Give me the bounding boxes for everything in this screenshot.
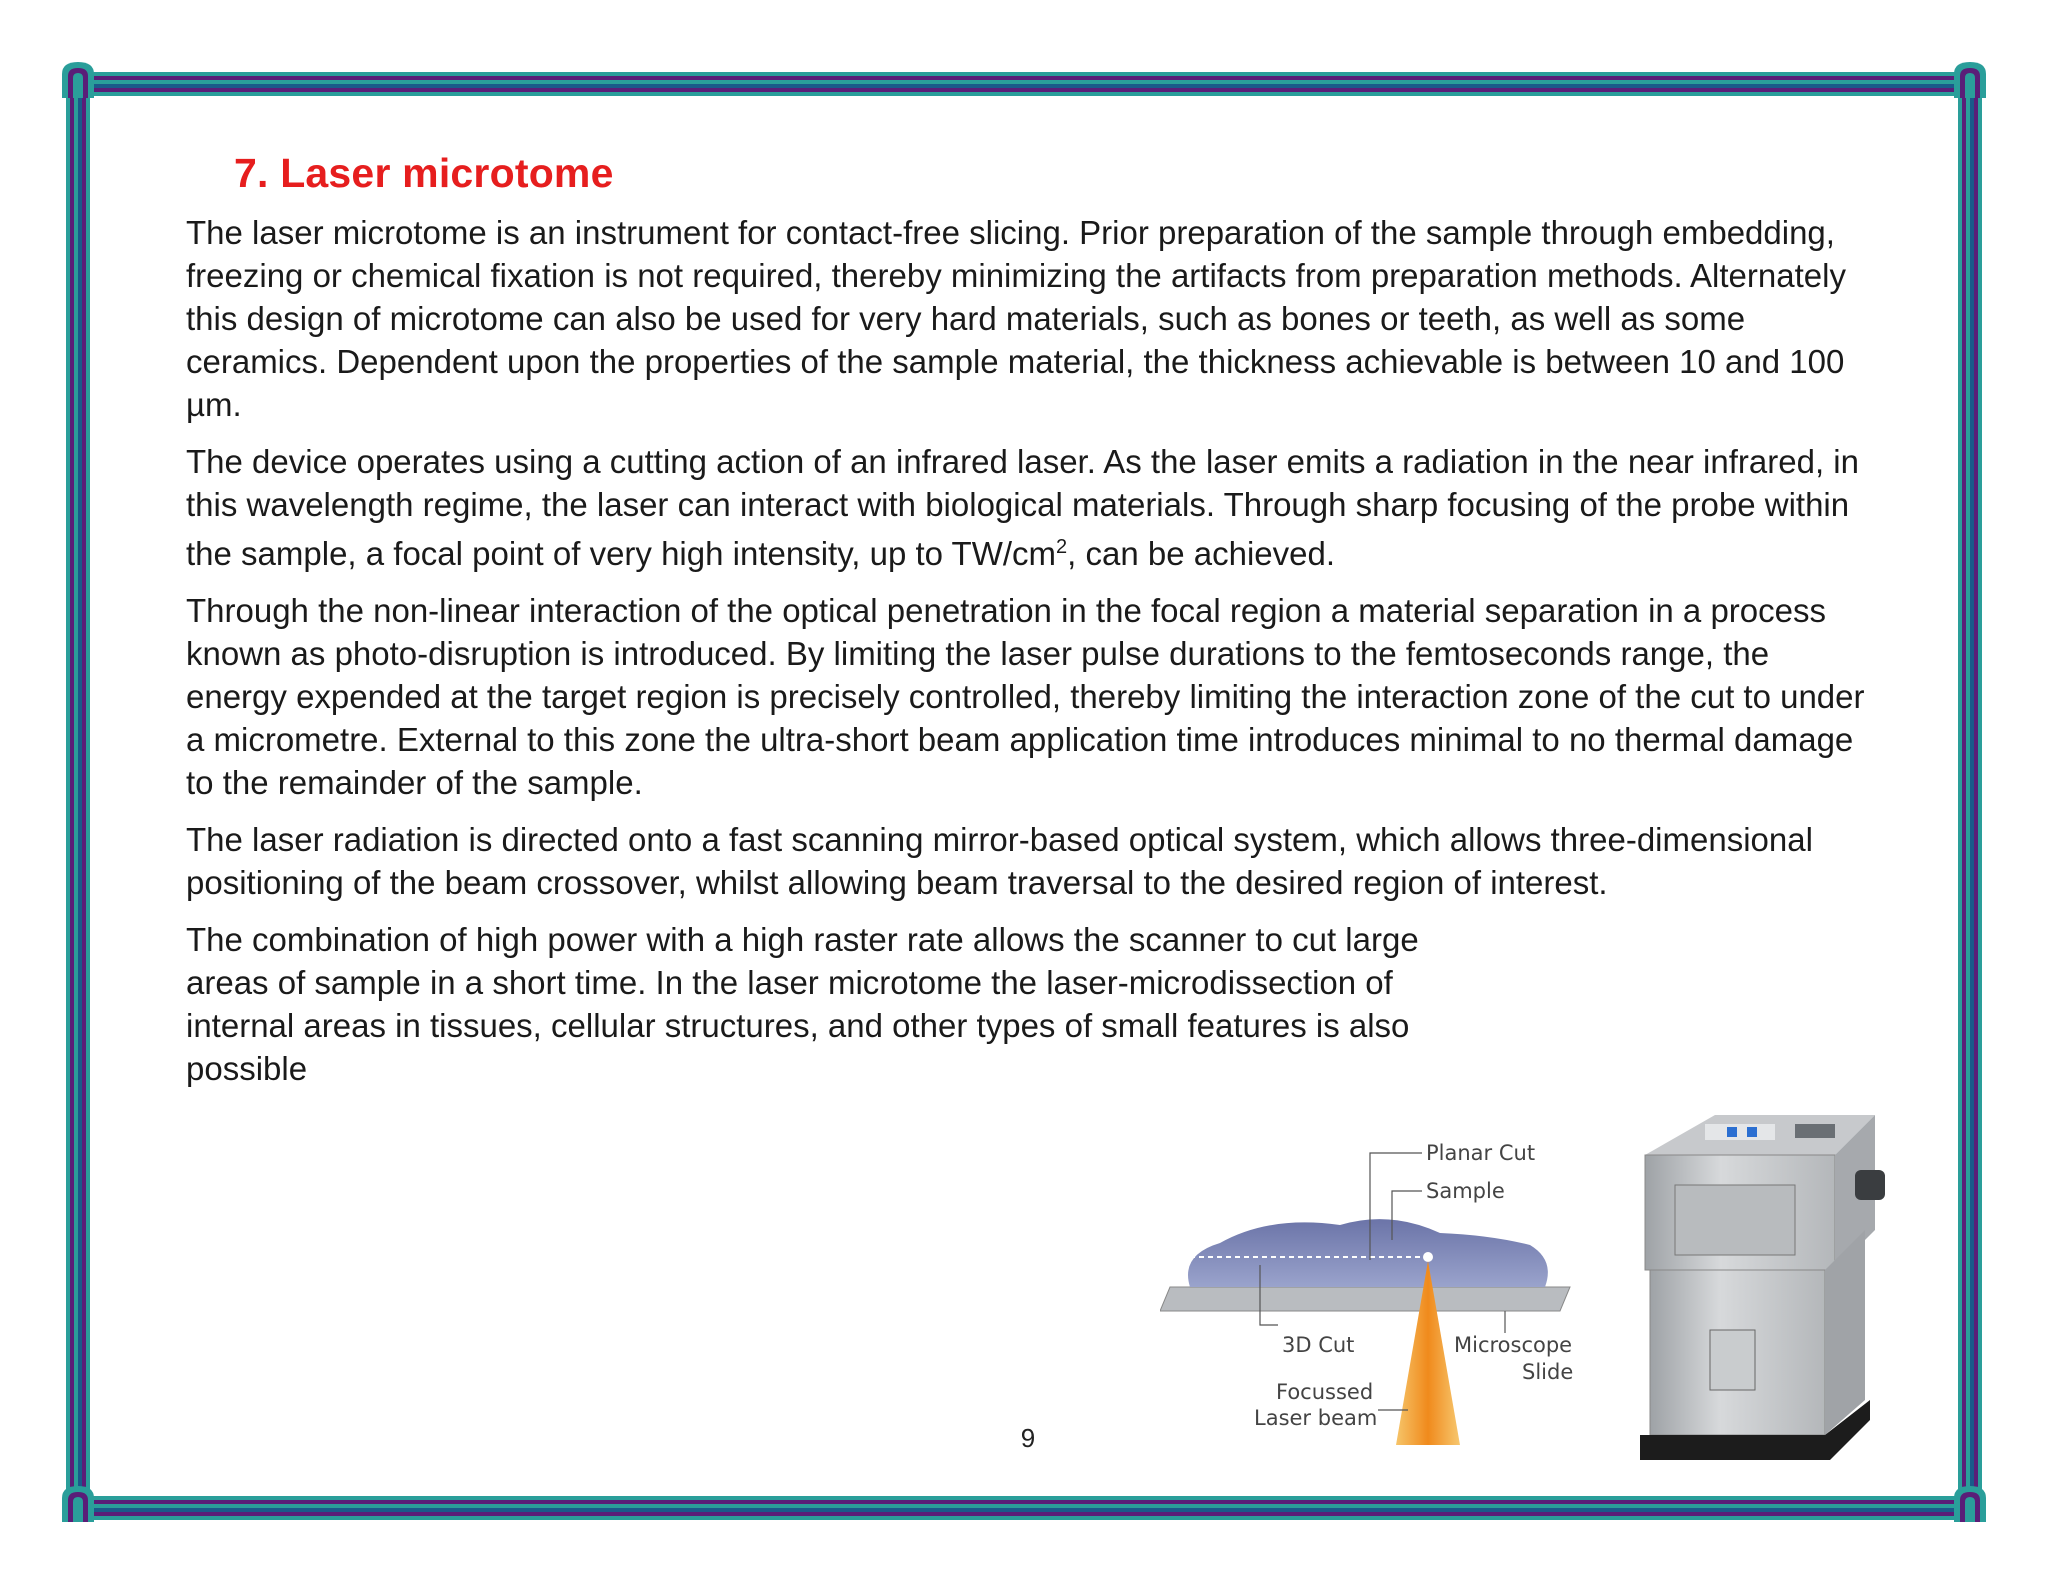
label-microscope: Microscope [1454, 1333, 1573, 1357]
label-focussed: Focussed [1276, 1380, 1374, 1404]
device-superscript: 2 [1056, 536, 1068, 558]
bottom-border [70, 1496, 1982, 1520]
section-title: Laser microtome [280, 150, 614, 196]
machine-button [1727, 1127, 1737, 1137]
microscope-slide [1160, 1287, 1570, 1311]
label-sample: Sample [1426, 1179, 1505, 1203]
section-heading [234, 150, 1866, 197]
label-laser-beam: Laser beam [1254, 1406, 1378, 1430]
device-text-2: , can be achieved. [1067, 535, 1336, 572]
main-content [186, 150, 1866, 1104]
corner-ornament-icon [1952, 60, 1988, 98]
paragraph-combination: The combination of high power with a high raster rate allows the scanner to cut large areas of sample in a short time. In the laser microtome the laser-microdissection of internal areas in tissues, cellular structures, and other types of small features is also possible [186, 921, 1419, 1087]
machine-handwheel [1855, 1170, 1885, 1200]
machine-display [1705, 1124, 1775, 1140]
machine-window [1675, 1185, 1795, 1255]
corner-ornament-icon [60, 60, 96, 98]
paragraph-nonlinear: Through the non-linear interaction of the optical penetration in the focal region a material separation in a process known as photo-disruption is introduced. By limiting the laser pulse durations to the femtoseconds range, the energy expended at the target region is precisely controlled, thereby limiting the interaction zone of the cut to under a micrometre. External to this zone the ultra-short beam application time introduces minimal to no thermal damage to the remainder of the sample. [186, 592, 1865, 801]
microtome-machine-illustration [1635, 1110, 1895, 1465]
label-3d-cut: 3D Cut [1282, 1333, 1355, 1357]
corner-ornament-icon [1952, 1484, 1988, 1522]
focal-point [1423, 1252, 1433, 1262]
paragraph-device [186, 440, 1866, 575]
top-border [70, 72, 1982, 96]
right-border [1958, 78, 1982, 1518]
laser-cut-diagram [1160, 1115, 1600, 1455]
paragraph-intro: The laser microtome is an instrument for contact-free slicing. Prior preparation of the sample through embedding, freezing or chemical fixation is not required, thereby minimizing the artifacts from preparation methods. Alternately this design of microtome can also be used for very hard materials, such as bones or teeth, as well as some ceramics. Dependent upon the properties of the sample material, the thickness achievable is between 10 and 100 µm. [186, 214, 1846, 423]
label-slide: Slide [1522, 1360, 1574, 1384]
paragraph-radiation: The laser radiation is directed onto a fast scanning mirror-based optical system, which allows three-dimensional positioning of the beam crossover, whilst allowing beam traversal to the desired region of interest. [186, 821, 1813, 901]
section-number: 7. [234, 150, 269, 196]
machine-door [1710, 1330, 1755, 1390]
machine-button [1747, 1127, 1757, 1137]
corner-ornament-icon [60, 1484, 96, 1522]
left-border [66, 78, 90, 1518]
page-number: 9 [1020, 1423, 1036, 1453]
machine-controls [1795, 1124, 1835, 1138]
label-planar-cut: Planar Cut [1426, 1141, 1536, 1165]
sample-shape [1188, 1219, 1548, 1287]
device-text-1: The device operates using a cutting action of an infrared laser. As the laser emits a radiation in the near infrared, in this wavelength regime, the laser can interact with biological materials. Through sharp focusing of the probe within the sample, a focal point of very high intensity, up to TW/cm [186, 443, 1859, 572]
